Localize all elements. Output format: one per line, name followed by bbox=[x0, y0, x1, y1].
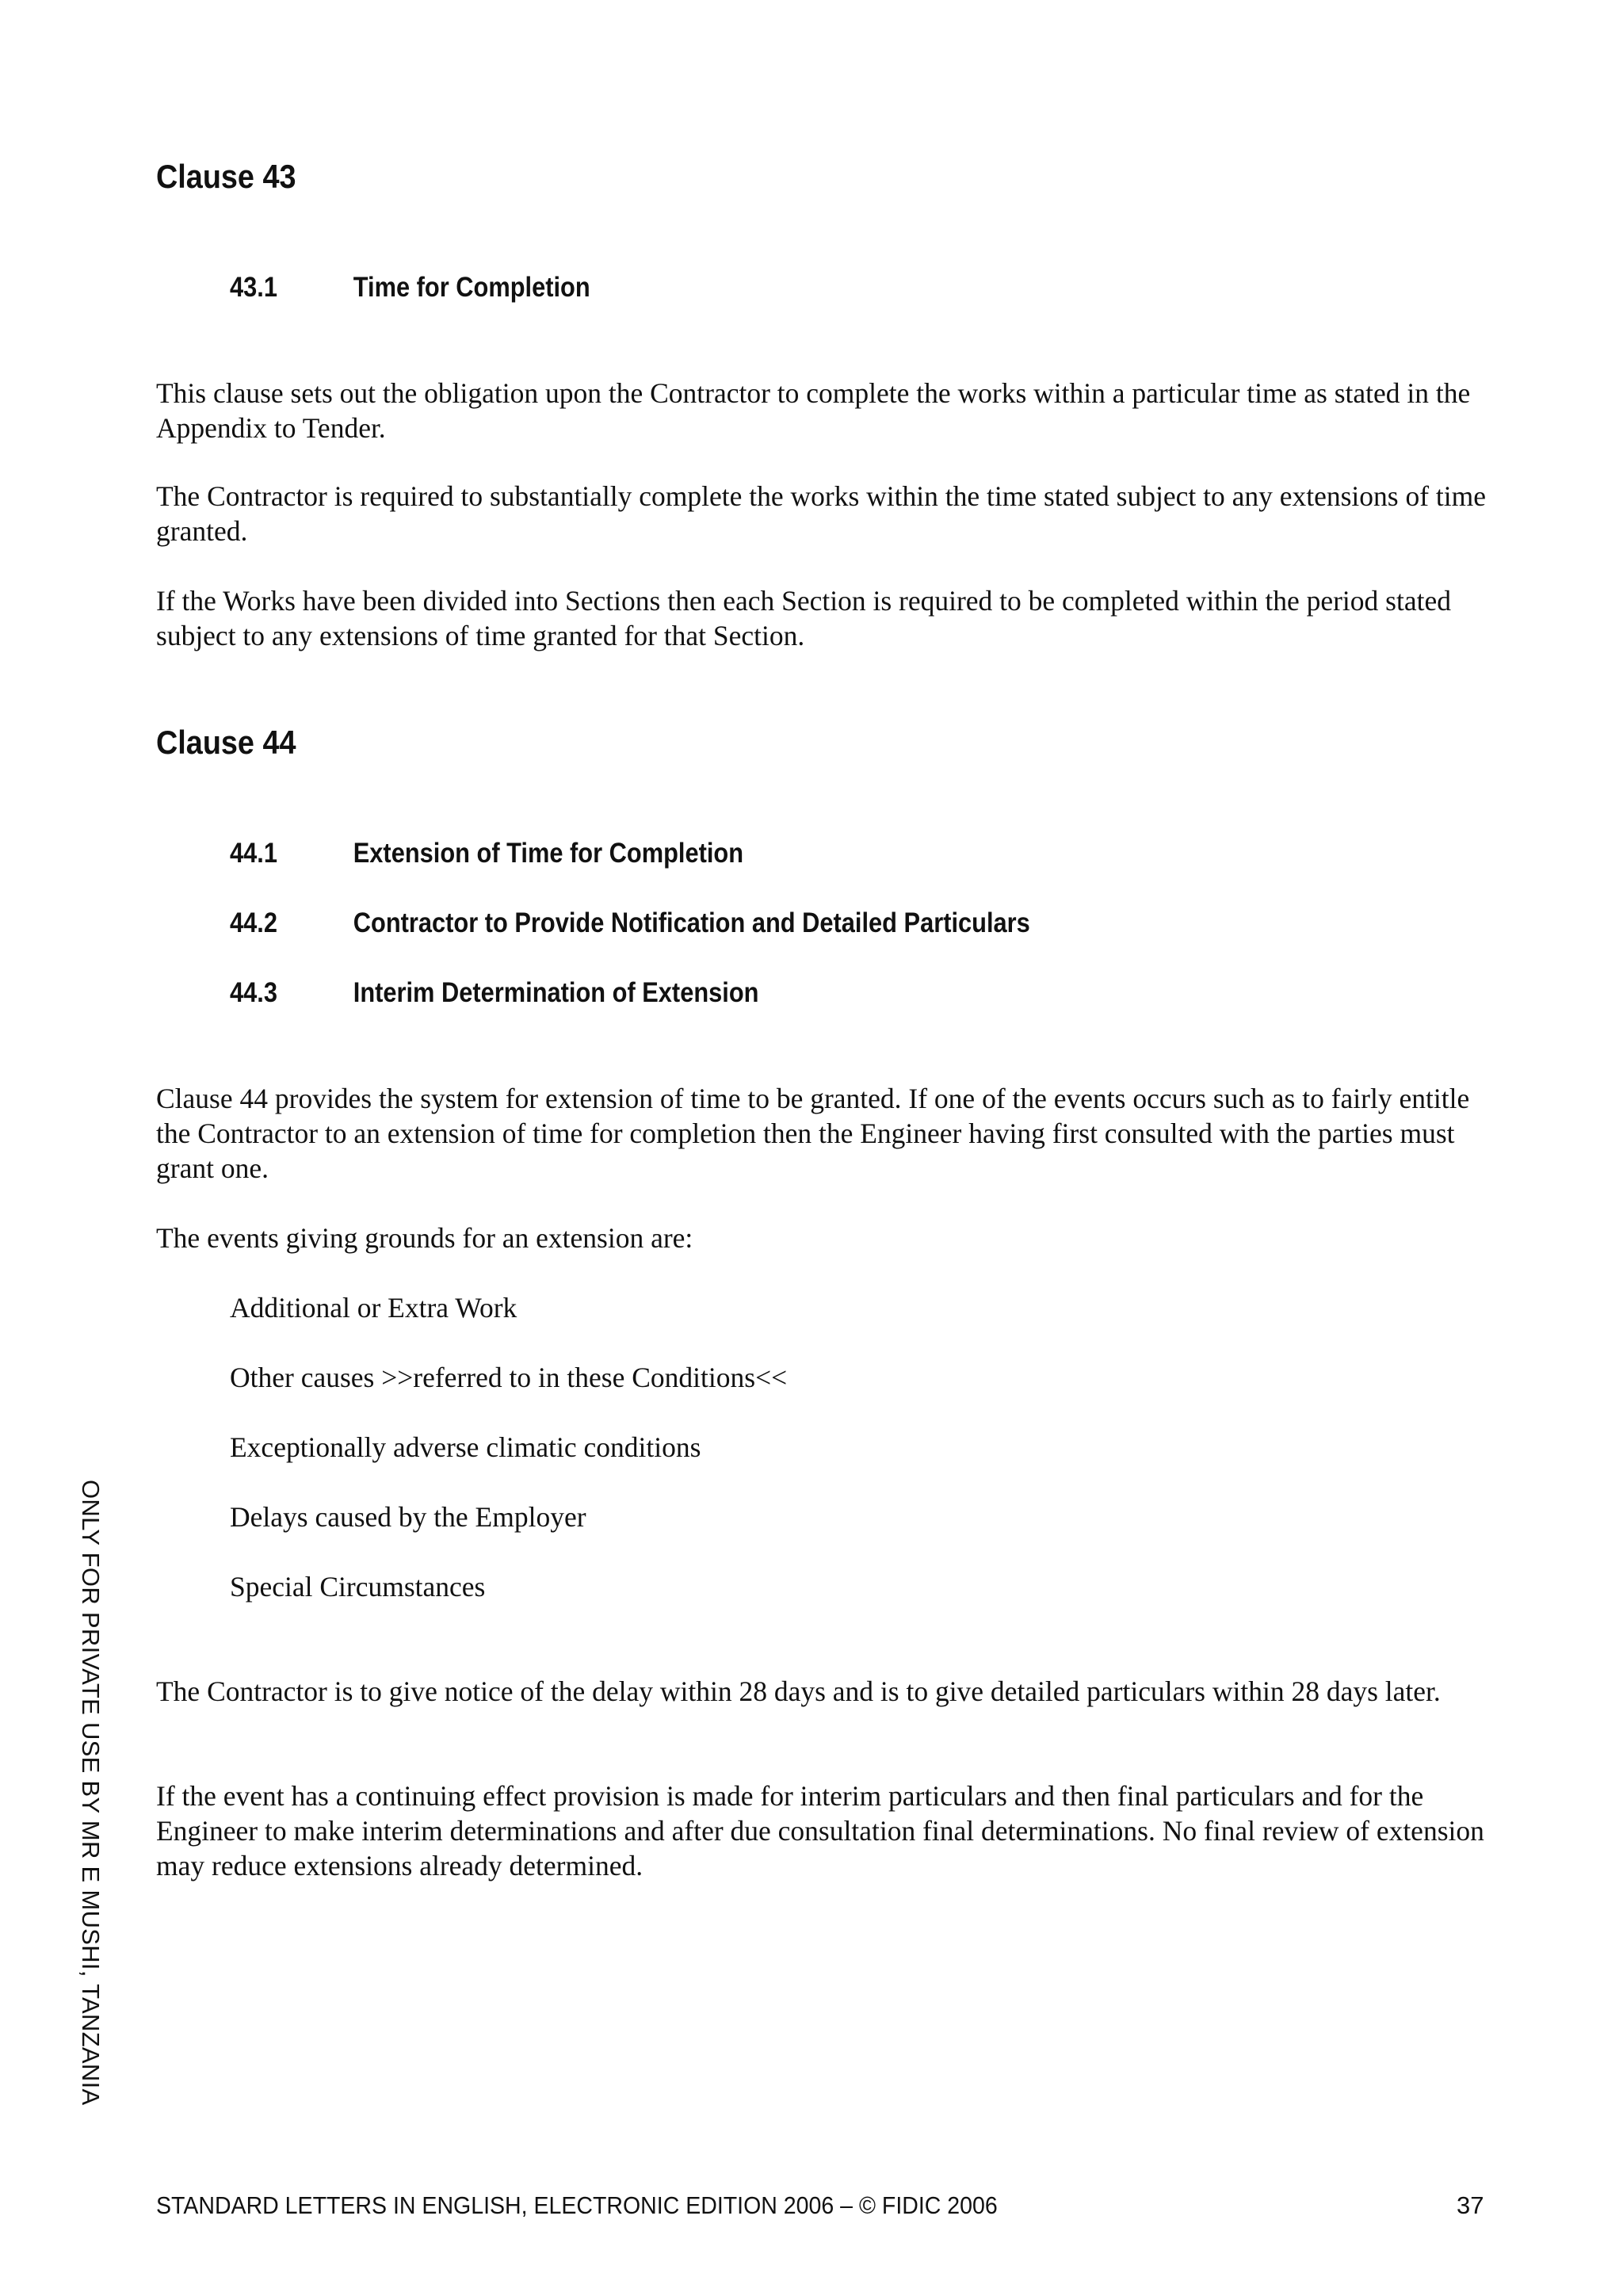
subclause-title: Contractor to Provide Notification and Detailed Particulars bbox=[353, 907, 1030, 938]
page-number: 37 bbox=[1457, 2191, 1484, 2219]
event-item: Exceptionally adverse climatic conditions bbox=[230, 1431, 701, 1463]
subclause-number: 44.1 bbox=[230, 838, 277, 869]
clause-43-paragraph-1: This clause sets out the obligation upon the Contractor to complete the works within a particular time as stated in the Appendix to Tender. bbox=[156, 377, 1471, 444]
private-use-watermark: ONLY FOR PRIVATE USE BY MR E MUSHI, TANZANIA bbox=[77, 1480, 105, 2106]
event-item: Delays caused by the Employer bbox=[230, 1501, 586, 1533]
subclause-number: 44.2 bbox=[230, 907, 277, 938]
event-item: Additional or Extra Work bbox=[230, 1292, 517, 1324]
clause-44-heading: Clause 44 bbox=[156, 724, 296, 761]
subclause-43-1 bbox=[230, 271, 590, 304]
clause-43-heading: Clause 43 bbox=[156, 158, 296, 195]
subclause-44-3 bbox=[230, 976, 758, 1010]
event-item: Other causes >>referred to in these Conditions<< bbox=[230, 1362, 788, 1393]
subclause-title: Interim Determination of Extension bbox=[353, 977, 759, 1008]
subclause-number: 44.3 bbox=[230, 977, 277, 1008]
subclause-title: Extension of Time for Completion bbox=[353, 838, 744, 869]
subclause-number: 43.1 bbox=[230, 272, 277, 303]
event-item: Special Circumstances bbox=[230, 1571, 486, 1603]
subclause-title: Time for Completion bbox=[353, 272, 590, 303]
clause-43-paragraph-2: The Contractor is required to substantially complete the works within the time stated subject to any extensions of time granted. bbox=[156, 480, 1486, 547]
subclause-44-2 bbox=[230, 907, 1030, 940]
footer-title: STANDARD LETTERS IN ENGLISH, ELECTRONIC EDITION 2006 – © FIDIC 2006 bbox=[156, 2191, 998, 2219]
clause-43-paragraph-3: If the Works have been divided into Sections then each Section is required to be completed within the period stated subject to any extensions of time granted for that Section. bbox=[156, 585, 1451, 651]
clause-44-continuing: If the event has a continuing effect provision is made for interim particulars and then final particulars and for the Engineer to make interim determinations and after due consultation final determinations. No final review of extension may reduce extensions already determined. bbox=[156, 1780, 1484, 1881]
clause-44-intro: Clause 44 provides the system for extension of time to be granted. If one of the events occurs such as to fairly entitle the Contractor to an extension of time for completion then the Engineer having first consulted with the parties must grant one. bbox=[156, 1083, 1470, 1184]
subclause-44-1 bbox=[230, 837, 743, 870]
clause-44-events-lead: The events giving grounds for an extension are: bbox=[156, 1222, 693, 1254]
clause-44-notice: The Contractor is to give notice of the delay within 28 days and is to give detailed particulars within 28 days later. bbox=[156, 1675, 1441, 1707]
